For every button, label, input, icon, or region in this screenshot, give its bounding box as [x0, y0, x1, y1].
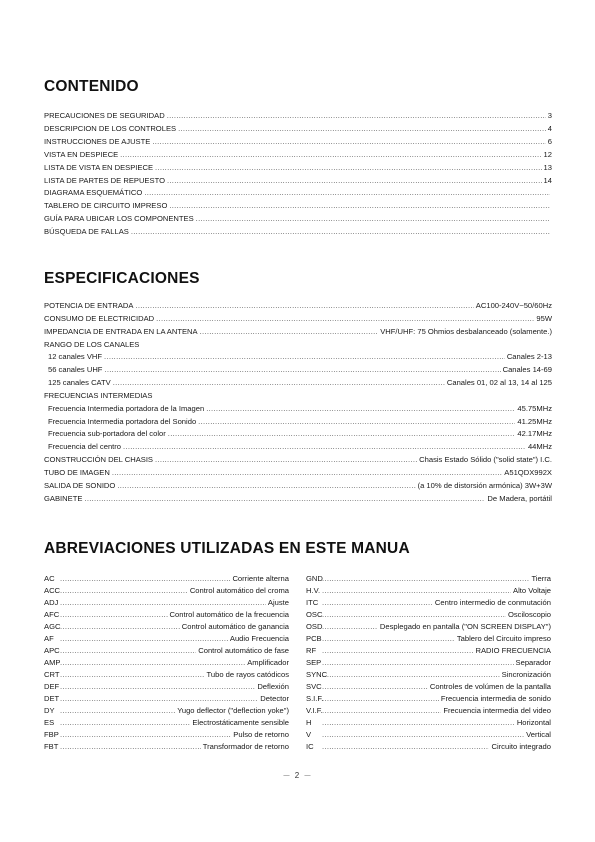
abbreviation-entry-value: Audio Frecuencia [229, 634, 289, 643]
dot-leader [322, 705, 441, 717]
dot-leader [322, 609, 506, 621]
abbreviations-left-column [44, 573, 289, 753]
spec-entry [44, 377, 552, 390]
abbreviation-entry-label: GND [306, 574, 323, 583]
dot-leader [104, 351, 505, 364]
abbreviation-entry-value: Control automático de fase [198, 646, 289, 655]
abbreviation-entry-value: Electrostáticamente sensible [192, 718, 289, 727]
abbreviation-entry-label: AFC [44, 610, 60, 619]
abbreviation-entry-value: Corriente alterna [232, 574, 289, 583]
spec-entry-value: (a 10% de distorsión armónica) 3W+3W [417, 480, 552, 490]
abbreviation-entry [44, 705, 289, 717]
abbreviation-entry-value: RADIO FRECUENCIA [475, 646, 551, 655]
abbreviation-entry-value: Tablero del Circuito impreso [456, 634, 551, 643]
abbreviation-entry-value: Frecuencia intermedia del video [443, 706, 551, 715]
spec-entry [44, 403, 552, 416]
abbreviation-entry-value: Pulso de retorno [233, 730, 289, 739]
dot-leader [206, 403, 515, 416]
abbreviation-entry [44, 681, 289, 693]
spec-entry-value: 95W [536, 313, 552, 323]
dot-leader [198, 416, 515, 429]
dot-leader [322, 573, 529, 585]
dot-leader [84, 493, 485, 506]
dot-leader [200, 326, 379, 339]
spec-entry [44, 467, 552, 480]
abbreviation-entry-label: H.V. [306, 586, 321, 595]
toc-entry [44, 200, 552, 213]
table-of-contents [44, 110, 552, 239]
dot-leader [60, 573, 230, 585]
toc-entry [44, 123, 552, 136]
abbreviation-entry-label: V [306, 730, 312, 739]
abbreviation-entry-value: Separador [515, 658, 551, 667]
toc-entry [44, 110, 552, 123]
abbreviation-entry [44, 621, 289, 633]
dot-leader [60, 657, 245, 669]
abbreviation-entry-value: Amplificador [247, 658, 289, 667]
abbreviation-entry-value: Alto Voltaje [513, 586, 551, 595]
abbreviation-entry-value: Controles de volúmen de la pantalla [429, 682, 551, 691]
dot-leader [60, 693, 258, 705]
toc-entry-label: INSTRUCCIONES DE AJUSTE [44, 136, 151, 146]
contenido-title: CONTENIDO [44, 78, 139, 95]
spec-entry-label: Frecuencia del centro [48, 442, 122, 452]
dot-leader [60, 621, 180, 633]
abbreviation-entry [306, 597, 551, 609]
abbreviation-entry-label: DET [44, 694, 60, 703]
dot-leader [168, 428, 516, 441]
abbreviation-entry [306, 657, 551, 669]
toc-entry [44, 175, 552, 188]
dot-leader [60, 597, 266, 609]
dot-leader [156, 313, 534, 326]
abbreviation-entry [306, 741, 551, 753]
abbreviation-entry-value: Detector [260, 694, 289, 703]
abbreviation-entry-value: Ajuste [267, 598, 289, 607]
abbreviation-entry-label: FBT [44, 742, 59, 751]
abbreviation-entry-label: CRT [44, 670, 60, 679]
dot-leader [123, 441, 526, 454]
toc-entry [44, 149, 552, 162]
toc-entry-label: TABLERO DE CIRCUITO IMPRESO [44, 201, 168, 211]
abbreviation-entry [44, 657, 289, 669]
dot-leader [117, 480, 415, 493]
toc-entry-label: DIAGRAMA ESQUEMÁTICO [44, 188, 143, 198]
spec-entry-value: Canales 01, 02 al 13, 14 al 125 [446, 378, 552, 388]
dot-leader [104, 364, 500, 377]
page-number: － 2 － [282, 771, 313, 780]
abbreviation-entry-label: FBP [44, 730, 59, 739]
dot-leader [196, 213, 550, 226]
toc-entry-value: 6 [547, 136, 552, 146]
abbreviation-entry [306, 693, 551, 705]
toc-entry [44, 187, 552, 200]
spec-entry-value: De Madera, portátil [487, 493, 552, 503]
abbreviation-entry-value: Vertical [526, 730, 551, 739]
abbreviation-entry [44, 609, 289, 621]
toc-entry-value: 3 [547, 111, 552, 120]
abbreviation-entry [44, 573, 289, 585]
abbreviation-entry [44, 633, 289, 645]
abbreviation-entry [306, 645, 551, 657]
dot-leader [167, 110, 546, 123]
dot-leader [322, 717, 515, 729]
dot-leader [60, 705, 175, 717]
spec-entry-label: Frecuencia Intermedia portadora del Sonido [48, 416, 197, 426]
abbreviation-entry-label: ACC [44, 586, 61, 595]
abbreviation-entry-label: SVC [306, 682, 322, 691]
dot-leader [322, 597, 433, 609]
spec-entry-label: 12 canales VHF [48, 352, 103, 362]
dot-leader [322, 729, 524, 741]
spec-entry-label: Frecuencia sub-portadora del color [48, 429, 166, 439]
abbreviation-entry-label: SEP [306, 658, 322, 667]
spec-entry-label: SALIDA DE SONIDO [44, 480, 116, 490]
abbreviation-entry [44, 729, 289, 741]
abbreviation-entry-value: Yugo deflector ("deflection yoke") [177, 706, 289, 715]
spec-entry [44, 493, 552, 506]
dot-leader [60, 645, 196, 657]
spec-entry [44, 364, 552, 377]
abbreviation-entry-value: Frecuencia intermedia de sonido [440, 694, 551, 703]
toc-entry-label: DESCRIPCION DE LOS CONTROLES [44, 123, 177, 133]
spec-entry-label: FRECUENCIAS INTERMEDIAS [44, 390, 153, 400]
abbreviation-entry-label: V.I.F. [306, 706, 323, 715]
dot-leader [169, 200, 550, 213]
toc-entry-label: BÚSQUEDA DE FALLAS [44, 227, 129, 237]
abbreviation-entry-label: OSD [306, 622, 323, 631]
abbreviation-entry [44, 669, 289, 681]
dot-leader [112, 467, 502, 480]
abbreviation-entry [306, 681, 551, 693]
spec-entry [44, 300, 552, 313]
abbreviation-entry-value: Deflexión [257, 682, 289, 691]
abbreviation-entry-value: Tubo de rayos catódicos [206, 670, 289, 679]
dot-leader [60, 633, 228, 645]
spec-entry-value: 42.17MHz [517, 429, 552, 439]
abbreviation-entry-label: IC [306, 742, 314, 751]
abbreviation-entry-value: Horizontal [516, 718, 551, 727]
abbreviation-entry-value: Control automático de ganancia [181, 622, 289, 631]
abbreviation-entry [306, 633, 551, 645]
abbreviation-entry [306, 705, 551, 717]
abbreviation-entry-label: RF [306, 646, 317, 655]
especificaciones-title: ESPECIFICACIONES [44, 270, 200, 287]
spec-entry-value: VHF/UHF: 75 Ohmios desbalanceado (solamente.) [380, 326, 552, 336]
toc-entry [44, 226, 552, 239]
abbreviation-entry [44, 597, 289, 609]
spec-entry [44, 351, 552, 364]
abbreviation-entry [44, 717, 289, 729]
toc-entry-value: 4 [547, 123, 552, 133]
abbreviation-entry-value: Centro intermedio de conmutación [434, 598, 551, 607]
abbreviation-entry-label: APC [44, 646, 60, 655]
abbreviation-entry [306, 669, 551, 681]
dot-leader [60, 729, 231, 741]
dot-leader [322, 669, 500, 681]
dot-leader [167, 175, 542, 188]
abbreviation-entry [44, 645, 289, 657]
dot-leader [60, 741, 201, 753]
dot-leader [322, 693, 439, 705]
spec-entry [44, 339, 552, 352]
toc-entry-label: GUÍA PARA UBICAR LOS COMPONENTES [44, 214, 194, 224]
toc-entry [44, 136, 552, 149]
abbreviation-entry [306, 573, 551, 585]
dot-leader [322, 657, 514, 669]
abbreviation-entry-value: Transformador de retorno [202, 742, 289, 751]
dot-leader [152, 136, 545, 149]
toc-entry [44, 213, 552, 226]
abbreviation-entry [306, 585, 551, 597]
dot-leader [178, 123, 546, 136]
dot-leader [322, 621, 378, 633]
abbreviation-entry-label: AGC [44, 622, 61, 631]
abbreviation-entry [44, 741, 289, 753]
dot-leader [60, 681, 255, 693]
dot-leader [120, 149, 541, 162]
abbreviation-entry-label: AC [44, 574, 55, 583]
toc-entry-label: PRECAUCIONES DE SEGURIDAD [44, 111, 165, 120]
specifications-list [44, 300, 552, 506]
spec-entry-label: TUBO DE IMAGEN [44, 467, 110, 477]
abbreviations-right-column [306, 573, 551, 753]
spec-entry-value: AC100-240V~50/60Hz [475, 301, 552, 310]
dot-leader [135, 300, 473, 313]
abbreviation-entry-label: S.I.F. [306, 694, 324, 703]
dot-leader [113, 377, 445, 390]
abbreviation-entry-label: ADJ [44, 598, 59, 607]
spec-entry-value: Chasis Estado Sólido ("solid state") I.C. [419, 455, 552, 465]
abbreviation-entry-label: OSC [306, 610, 323, 619]
abbreviation-entry-label: ITC [306, 598, 319, 607]
spec-entry-value: A51QDX992X [504, 467, 552, 477]
abbreviation-entry-value: Circuito integrado [491, 742, 551, 751]
spec-entry-value: Canales 14-69 [502, 365, 552, 375]
dot-leader [155, 454, 417, 467]
dot-leader [60, 669, 205, 681]
spec-entry [44, 480, 552, 493]
toc-entry-label: LISTA DE PARTES DE REPUESTO [44, 175, 165, 185]
abbreviation-entry [306, 729, 551, 741]
dot-leader [322, 585, 511, 597]
spec-entry [44, 390, 552, 403]
abbreviation-entry [306, 609, 551, 621]
toc-entry [44, 162, 552, 175]
spec-entry-label: RANGO DE LOS CANALES [44, 339, 140, 349]
spec-entry-label: CONSUMO DE ELECTRICIDAD [44, 313, 155, 323]
dot-leader [322, 681, 428, 693]
spec-entry [44, 441, 552, 454]
abbreviation-entry-value: Osciloscopio [507, 610, 551, 619]
spec-entry-label: CONSTRUCCIÓN DEL CHASIS [44, 455, 153, 465]
spec-entry [44, 428, 552, 441]
dot-leader [322, 633, 455, 645]
dot-leader [131, 226, 550, 239]
dot-leader [60, 609, 168, 621]
spec-entry [44, 313, 552, 326]
abreviaciones-title: ABREVIACIONES UTILIZADAS EN ESTE MANUA [44, 540, 410, 557]
spec-entry-value: Canales 2-13 [506, 352, 552, 362]
spec-entry-label: POTENCIA DE ENTRADA [44, 301, 134, 310]
abbreviation-entry-value: Control automático del croma [189, 586, 289, 595]
abbreviation-entry-label: DY [44, 706, 55, 715]
abbreviation-entry-value: Desplegado en pantalla ("ON SCREEN DISPLAY") [379, 622, 551, 631]
dot-leader [322, 741, 489, 753]
abbreviation-entry-label: PCB [306, 634, 322, 643]
spec-entry-label: IMPEDANCIA DE ENTRADA EN LA ANTENA [44, 326, 198, 336]
spec-entry [44, 454, 552, 467]
abbreviation-entry [306, 717, 551, 729]
toc-entry-value: 12 [543, 149, 552, 159]
spec-entry-label: 125 canales CATV [48, 378, 111, 388]
spec-entry-label: GABINETE [44, 493, 83, 503]
spec-entry-value: 45.75MHz [517, 403, 552, 413]
toc-entry-label: LISTA DE VISTA EN DESPIECE [44, 162, 154, 172]
abbreviation-entry [44, 585, 289, 597]
dot-leader [155, 162, 542, 175]
dot-leader [60, 717, 190, 729]
abbreviation-entry-value: Sincronización [501, 670, 551, 679]
abbreviation-entry-label: AF [44, 634, 54, 643]
abbreviation-entry [44, 693, 289, 705]
abbreviation-entry [306, 621, 551, 633]
abbreviation-entry-label: ES [44, 718, 55, 727]
abbreviation-entry-label: DEF [44, 682, 60, 691]
toc-entry-value: 14 [543, 175, 552, 185]
abbreviation-entry-label: SYNC [306, 670, 328, 679]
abbreviation-entry-label: H [306, 718, 312, 727]
abbreviation-entry-label: AMP [44, 658, 61, 667]
spec-entry-value: 44MHz [527, 442, 552, 452]
spec-entry-label: 56 canales UHF [48, 365, 103, 375]
toc-entry-value: 13 [543, 162, 552, 172]
spec-entry [44, 326, 552, 339]
dot-leader [322, 645, 473, 657]
dot-leader [144, 187, 550, 200]
abbreviation-entry-value: Tierra [531, 574, 551, 583]
dot-leader [60, 585, 188, 597]
spec-entry-label: Frecuencia Intermedia portadora de la Imagen [48, 403, 205, 413]
spec-entry [44, 416, 552, 429]
spec-entry-value: 41.25MHz [517, 416, 552, 426]
abbreviation-entry-value: Control automático de la frecuencia [169, 610, 289, 619]
toc-entry-label: VISTA EN DESPIECE [44, 149, 119, 159]
